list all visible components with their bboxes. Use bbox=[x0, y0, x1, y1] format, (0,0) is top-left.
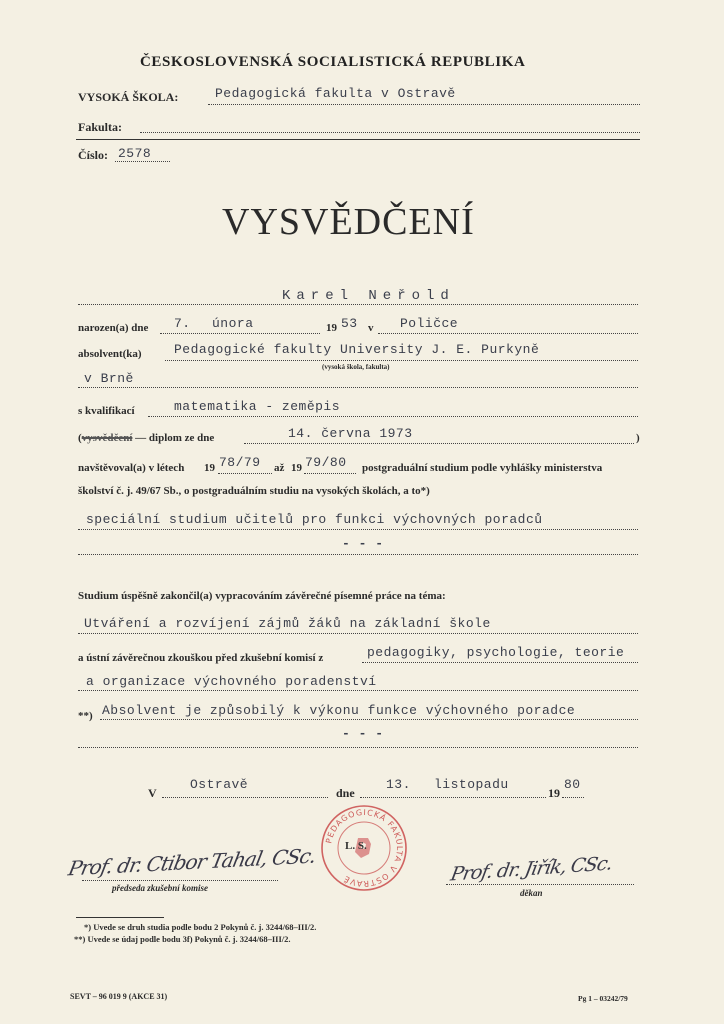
footnote-2: **) Uvede se údaj podle bodu 3f) Pokynů č. j. 3244/68–III/2. bbox=[74, 934, 291, 944]
years-prefix-from: 19 bbox=[204, 462, 215, 474]
born-day: 7. bbox=[174, 316, 191, 331]
footer-left: SEVT – 96 019 9 (AKCE 31) bbox=[70, 992, 168, 1001]
thesis-line bbox=[78, 633, 638, 634]
number-line bbox=[115, 161, 170, 162]
graduate-note: (vysoká škola, fakulta) bbox=[322, 363, 390, 371]
place-line bbox=[162, 797, 328, 798]
footnote-1: *) Uvede se druh studia podle bodu 2 Pokynů č. j. 3244/68–III/2. bbox=[84, 922, 317, 932]
date-label: dne bbox=[336, 786, 355, 800]
right-signature bbox=[449, 852, 614, 885]
school-line bbox=[208, 104, 640, 105]
diploma-date: 14. června 1973 bbox=[288, 426, 413, 441]
postgrad-text: postgraduální studium podle vyhlášky ministerstva bbox=[362, 462, 603, 474]
number-label: Číslo: bbox=[78, 148, 108, 162]
exam-label: a ústní závěrečnou zkouškou před zkušební komisí z bbox=[78, 652, 324, 664]
born-year-prefix: 19 bbox=[326, 322, 337, 334]
diploma-line bbox=[244, 443, 634, 444]
years-to-line bbox=[304, 473, 356, 474]
number-value: 2578 bbox=[118, 146, 152, 161]
exam-line-1 bbox=[362, 662, 638, 663]
stamp-ring-text: PEDAGOGICKÁ FAKULTA V OSTRAVĚ bbox=[324, 807, 405, 889]
faculty-line bbox=[140, 132, 640, 133]
footer-right: Pg 1 – 03242/79 bbox=[578, 994, 628, 1003]
born-place-line bbox=[378, 333, 638, 334]
left-signature-line bbox=[82, 880, 278, 881]
diploma-row bbox=[78, 432, 214, 444]
study-dashes: - - - bbox=[342, 536, 384, 551]
attended-label: navštěvoval(a) v létech bbox=[78, 462, 185, 474]
diploma-label: — diplom ze dne bbox=[135, 432, 215, 444]
diploma-close: ) bbox=[636, 432, 640, 444]
completion-dashes: - - - bbox=[342, 726, 384, 741]
name-line bbox=[78, 304, 638, 305]
footnote-rule bbox=[76, 917, 164, 918]
born-month: února bbox=[212, 316, 254, 331]
qualification-line bbox=[148, 416, 638, 417]
right-signature-line bbox=[446, 884, 634, 885]
left-signature-text: Prof. dr. Ctibor Tahal, CSc. bbox=[66, 843, 318, 881]
right-signature-role: děkan bbox=[520, 888, 543, 898]
thesis-title: Utváření a rozvíjení zájmů žáků na základní škole bbox=[84, 616, 491, 631]
document-title: VYSVĚDČENÍ bbox=[222, 201, 475, 243]
years-prefix-to: 19 bbox=[291, 462, 302, 474]
study-type: speciální studium učitelů pro funkci výchovných poradců bbox=[86, 512, 543, 527]
years-from-line bbox=[218, 473, 272, 474]
date-day: 13. bbox=[386, 777, 411, 792]
study-dashes-line bbox=[78, 554, 638, 555]
completion-intro: Studium úspěšně zakončil(a) vypracováním závěrečné písemné práce na téma: bbox=[78, 590, 446, 602]
born-place: Poličce bbox=[400, 316, 459, 331]
place-value: Ostravě bbox=[190, 777, 249, 792]
graduate-label: absolvent(ka) bbox=[78, 348, 142, 360]
faculty-label: Fakulta: bbox=[78, 120, 123, 134]
until-label: až bbox=[274, 462, 285, 474]
date-month: listopadu bbox=[434, 777, 509, 792]
completion-dashes-line bbox=[78, 747, 638, 748]
study-type-line bbox=[78, 529, 638, 530]
date-year: 80 bbox=[564, 777, 581, 792]
diploma-struck: vysvědčení bbox=[81, 432, 133, 444]
graduate-city: v Brně bbox=[84, 371, 134, 386]
years-to: 79/80 bbox=[305, 455, 347, 470]
diploma-open: ( bbox=[78, 432, 82, 444]
header-rule bbox=[76, 139, 640, 140]
date-year-prefix: 19 bbox=[548, 786, 560, 800]
holder-name: Karel Neřold bbox=[282, 288, 455, 304]
note-mark: **) bbox=[78, 710, 93, 722]
born-day-line bbox=[160, 333, 320, 334]
born-year: 53 bbox=[341, 316, 358, 331]
exam-line-2 bbox=[78, 690, 638, 691]
note-text: Absolvent je způsobilý k výkonu funkce výchovného poradce bbox=[102, 703, 576, 718]
school-label: VYSOKÁ ŠKOLA: bbox=[78, 90, 179, 104]
left-signature-role: předseda zkušební komise bbox=[112, 883, 209, 893]
graduate-line bbox=[165, 360, 638, 361]
school-value: Pedagogická fakulta v Ostravě bbox=[215, 86, 456, 101]
right-signature-text: Prof. dr. Jiřík, CSc. bbox=[448, 852, 614, 886]
note-line bbox=[100, 719, 638, 720]
state-heading: ČESKOSLOVENSKÁ SOCIALISTICKÁ REPUBLIKA bbox=[140, 54, 526, 70]
qualification-value: matematika - zeměpis bbox=[174, 399, 341, 414]
place-v-label: V bbox=[148, 786, 157, 800]
graduate-city-line bbox=[78, 387, 638, 388]
regulation-text: školství č. j. 49/67 Sb., o postgraduálním studiu na vysokých školách, a to*) bbox=[78, 485, 430, 497]
stamp-center: L. S. bbox=[345, 840, 367, 852]
graduate-value: Pedagogické fakulty University J. E. Purkyně bbox=[174, 342, 540, 357]
born-label: narozen(a) dne bbox=[78, 322, 149, 334]
left-signature bbox=[66, 844, 318, 881]
qualification-label: s kvalifikací bbox=[78, 405, 135, 417]
born-place-label: v bbox=[368, 322, 374, 334]
date-line bbox=[360, 797, 546, 798]
exam-subject-1: pedagogiky, psychologie, teorie bbox=[367, 645, 625, 660]
exam-subject-2: a organizace výchovného poradenství bbox=[86, 674, 377, 689]
years-from: 78/79 bbox=[219, 455, 261, 470]
date-year-line bbox=[562, 797, 584, 798]
